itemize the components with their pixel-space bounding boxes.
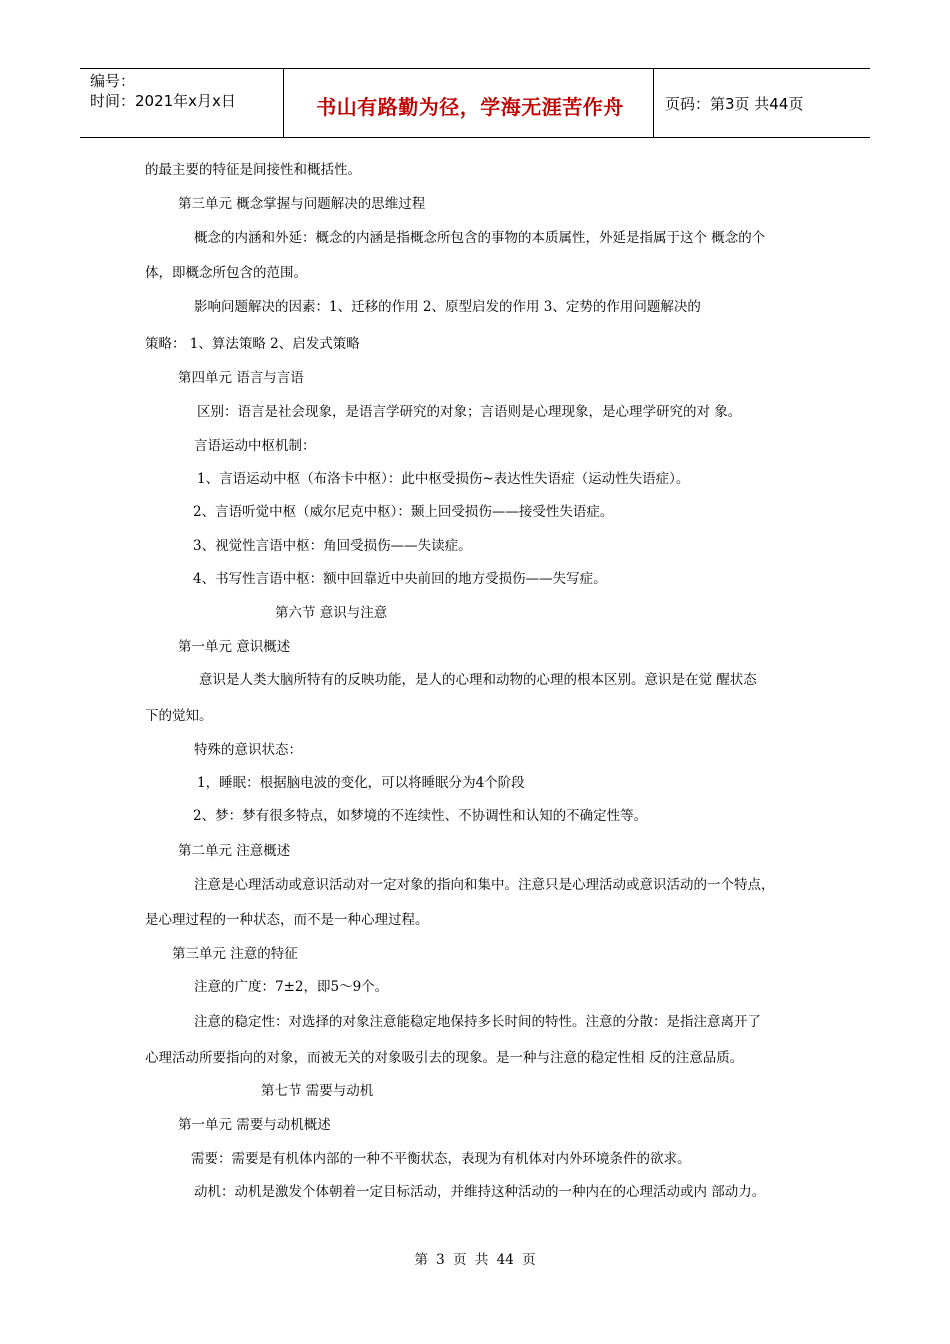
unit-heading: 第一单元 需要与动机概述 (178, 1117, 331, 1133)
body-line: 区别：语言是社会现象，是语言学研究的对象；言语则是心理现象，是心理学研究的对 象。 (197, 404, 742, 420)
header-divider (283, 69, 284, 137)
page-footer: 第 3 页 共 44 页 (414, 1252, 536, 1268)
header-number-label: 编号： (90, 72, 136, 90)
unit-heading: 第三单元 注意的特征 (172, 946, 298, 962)
body-line: 体，即概念所包含的范围。 (145, 265, 307, 281)
body-line: 注意的广度：7±2，即5～9个。 (194, 979, 389, 995)
body-line: 2、言语听觉中枢（威尔尼克中枢）：颞上回受损伤——接受性失语症。 (193, 504, 614, 520)
body-line: 心理活动所要指向的对象，而被无关的对象吸引去的现象。是一种与注意的稳定性相 反的注意品质。 (145, 1050, 744, 1066)
body-line: 1，睡眠：根据脑电波的变化，可以将睡眠分为4个阶段 (197, 775, 525, 791)
body-line: 下的觉知。 (145, 708, 213, 724)
unit-heading: 第三单元 概念掌握与问题解决的思维过程 (178, 196, 426, 212)
section-heading: 第七节 需要与动机 (261, 1083, 374, 1099)
body-line: 动机：动机是激发个体朝着一定目标活动，并维持这种活动的一种内在的心理活动或内 部动力。 (194, 1184, 766, 1200)
body-line: 影响问题解决的因素：1、迁移的作用 2、原型启发的作用 3、定势的作用问题解决的 (194, 299, 701, 315)
body-line: 是心理过程的一种状态，而不是一种心理过程。 (145, 912, 429, 928)
body-line: 意识是人类大脑所特有的反映功能，是人的心理和动物的心理的根本区别。意识是在觉 醒状态 (199, 672, 757, 688)
header-date: 时间：2021年x月x日 (90, 92, 236, 110)
body-line: 概念的内涵和外延：概念的内涵是指概念所包含的事物的本质属性，外延是指属于这个 概念的个 (194, 230, 766, 246)
header-left-cell (90, 71, 236, 111)
body-line: 2、梦：梦有很多特点，如梦境的不连续性、不协调性和认知的不确定性等。 (193, 808, 648, 824)
body-line: 1、言语运动中枢（布洛卡中枢）：此中枢受损伤~表达性失语症（运动性失语症）。 (197, 471, 690, 487)
body-line: 特殊的意识状态： (194, 742, 302, 758)
body-line: 言语运动中枢机制： (194, 438, 316, 454)
unit-heading: 第四单元 语言与言语 (178, 370, 304, 386)
body-line: 注意的稳定性：对选择的对象注意能稳定地保持多长时间的特性。注意的分散：是指注意离开了 (194, 1014, 761, 1030)
body-line: 注意是心理活动或意识活动对一定对象的指向和集中。注意只是心理活动或意识活动的一个特点， (194, 877, 775, 893)
body-line: 4、书写性言语中枢：额中回靠近中央前回的地方受损伤——失写症。 (193, 571, 607, 587)
header-page-info: 页码：第3页 共44页 (665, 95, 804, 113)
body-line: 策略： 1、算法策略 2、启发式策略 (145, 336, 360, 352)
body-line: 需要：需要是有机体内部的一种不平衡状态，表现为有机体对内外环境条件的欲求。 (191, 1151, 691, 1167)
body-line: 3、视觉性言语中枢：角回受损伤——失读症。 (193, 538, 472, 554)
unit-heading: 第一单元 意识概述 (178, 639, 291, 655)
page-header (80, 68, 870, 138)
header-motto: 书山有路勤为径，学海无涯苦作舟 (316, 95, 624, 119)
unit-heading: 第二单元 注意概述 (178, 843, 291, 859)
body-line: 的最主要的特征是间接性和概括性。 (145, 162, 361, 178)
section-heading: 第六节 意识与注意 (275, 605, 388, 621)
